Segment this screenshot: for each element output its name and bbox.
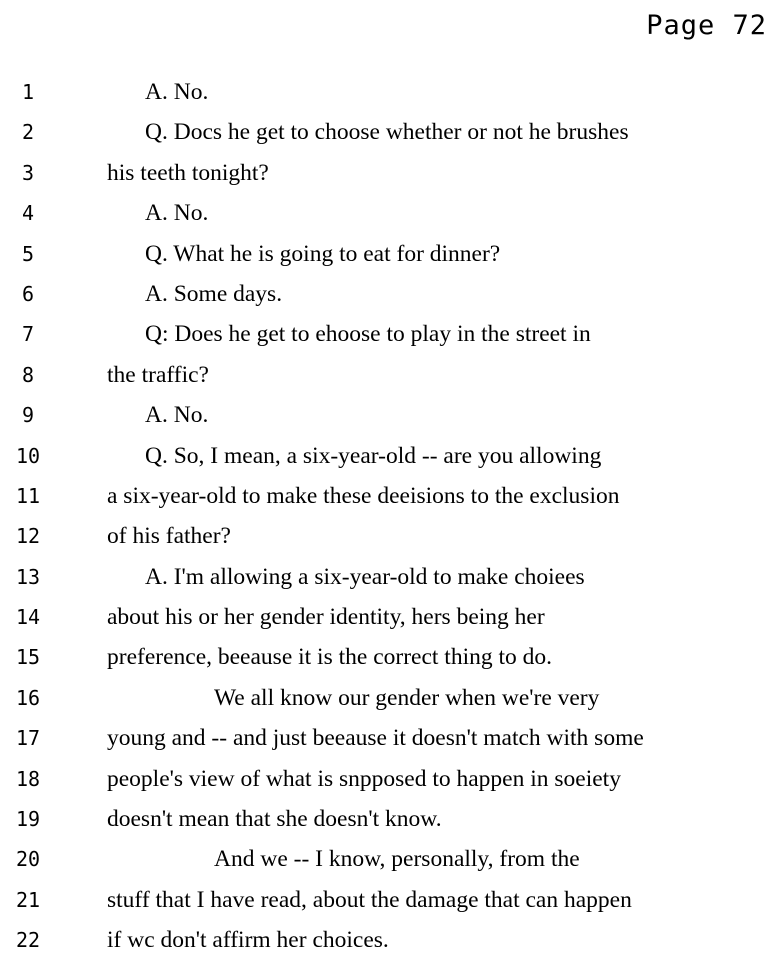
line-text: of his father? [107, 523, 231, 550]
transcript-line [0, 516, 783, 556]
transcript-line [0, 72, 783, 112]
line-text: A. Some days. [145, 280, 283, 307]
line-text: And we -- I know, personally, from the [214, 846, 580, 873]
line-text: people's view of what is snpposed to happen in soeiety [107, 765, 621, 792]
transcript-line [0, 476, 783, 516]
transcript-line [0, 274, 783, 314]
transcript-line [0, 880, 783, 920]
line-number: 8 [21, 362, 35, 387]
line-number: 19 [15, 807, 41, 832]
line-text: preference, beeause it is the correct thing to do. [107, 644, 552, 671]
line-text: Q. So, I mean, a six-year-old -- are you allowing [145, 442, 602, 469]
line-text: Q. What he is going to eat for dinner? [145, 240, 501, 267]
line-number: 16 [15, 685, 41, 710]
transcript-line [0, 234, 783, 274]
line-number: 4 [21, 201, 35, 226]
transcript-line [0, 799, 783, 839]
line-text: Q: Does he get to ehoose to play in the street in [145, 321, 591, 348]
line-number: 2 [21, 120, 35, 145]
transcript-line [0, 597, 783, 637]
transcript-line [0, 436, 783, 476]
line-number: 3 [21, 160, 35, 185]
transcript-line [0, 718, 783, 758]
line-number: 12 [15, 524, 41, 549]
line-text: A. No. [145, 79, 209, 105]
line-text: young and -- and just beeause it doesn't match with some [107, 725, 644, 752]
line-number: 1 [21, 80, 35, 104]
page-number-header: Page 72 [646, 10, 767, 41]
transcript-line [0, 920, 783, 960]
line-text: A. No. [145, 402, 209, 429]
line-text: a six-year-old to make these deeisions to the exclusion [107, 482, 620, 509]
transcript-line [0, 355, 783, 395]
line-text: A. No. [145, 200, 209, 227]
line-text: stuff that I have read, about the damage that can happen [107, 886, 632, 913]
line-text: Q. Docs he get to choose whether or not he brushes [145, 119, 629, 146]
line-number: 20 [15, 847, 41, 872]
line-number: 6 [21, 281, 35, 306]
line-number: 11 [15, 483, 41, 508]
line-number: 18 [15, 766, 41, 791]
line-text: We all know our gender when we're very [214, 684, 600, 711]
transcript-lines [0, 72, 783, 961]
transcript-line [0, 678, 783, 718]
line-number: 22 [15, 928, 41, 953]
transcript-line [0, 759, 783, 799]
transcript-line [0, 637, 783, 677]
line-text: his teeth tonight? [107, 159, 269, 186]
line-number: 13 [15, 564, 41, 589]
transcript-line [0, 153, 783, 193]
line-number: 5 [21, 241, 35, 266]
line-number: 7 [21, 322, 35, 347]
line-text: A. I'm allowing a six-year-old to make choiees [145, 563, 585, 590]
line-number: 17 [15, 726, 41, 751]
transcript-line [0, 395, 783, 435]
transcript-line [0, 112, 783, 152]
transcript-line [0, 839, 783, 879]
line-text: about his or her gender identity, hers being her [107, 604, 545, 631]
line-number: 21 [15, 887, 41, 912]
line-text: if wc don't affirm her choices. [107, 927, 389, 954]
line-text: doesn't mean that she doesn't know. [107, 806, 442, 833]
line-number: 9 [21, 403, 35, 428]
line-text: the traffic? [107, 361, 209, 388]
transcript-line [0, 193, 783, 233]
transcript-line [0, 314, 783, 354]
transcript-line [0, 557, 783, 597]
line-number: 10 [15, 443, 41, 468]
line-number: 14 [15, 605, 41, 630]
line-number: 15 [15, 645, 41, 670]
